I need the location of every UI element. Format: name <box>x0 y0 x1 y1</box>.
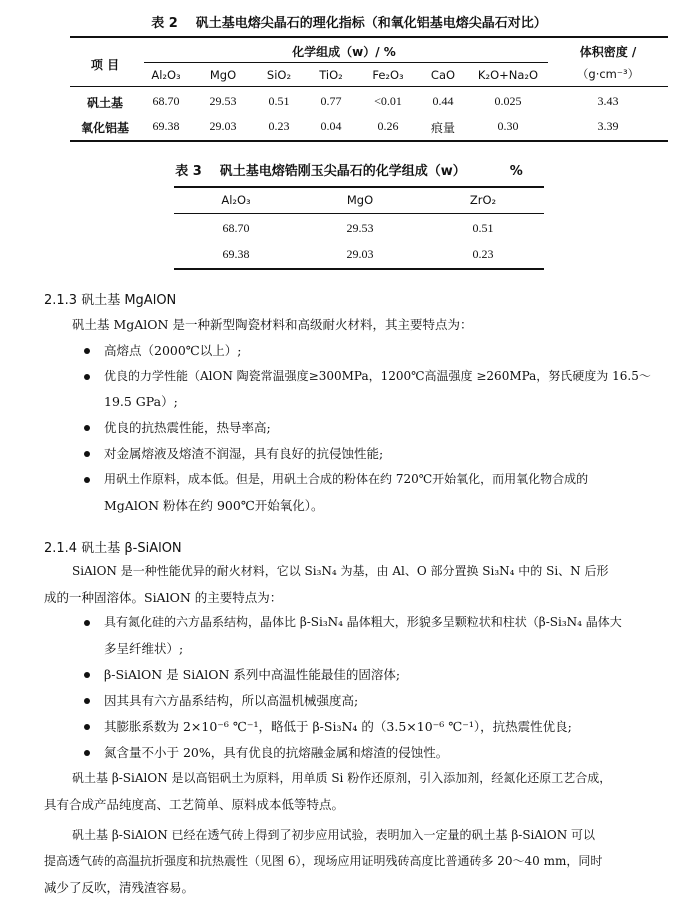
table3-top-rule <box>174 186 544 188</box>
table2-row-label: 矾土基 <box>86 96 123 110</box>
paragraph-line: 成的一种固溶体。SiAlON 的主要特点为： <box>44 590 283 605</box>
list-item: 优良的力学性能（AlON 陶瓷常温强度≥300MPa，1200℃高温强度 ≥260MPa，努氏硬度为 16.5～ <box>104 369 651 383</box>
table2-cell: 0.26 <box>377 119 399 133</box>
table2-cell: 0.04 <box>320 119 342 133</box>
list-item: β-SiAlON 是 SiAlON 系列中高温性能最佳的固溶体; <box>104 667 401 682</box>
table2-col-cao: CaO <box>430 68 456 82</box>
table2-col-al2o3: Al₂O₃ <box>151 68 181 82</box>
table2-header-rule <box>70 86 668 87</box>
table2-cell: 69.38 <box>152 119 180 133</box>
bullet-icon <box>84 477 90 483</box>
table3-cell: 29.53 <box>346 221 374 235</box>
table2-cell: <0.01 <box>374 94 402 108</box>
table3-number: 表 3 <box>175 164 202 179</box>
bullet-icon <box>84 425 90 431</box>
paragraph-line: SiAlON 是一种性能优异的耐火材料，它以 Si₃N₄ 为基，由 Al、O 部分置换 Si₃N₄ 中的 Si、N 后形 <box>72 564 609 578</box>
table3-cell: 0.51 <box>472 221 494 235</box>
table2-cell: 29.03 <box>209 119 237 133</box>
paragraph-line: 减少了反吹，清残渣容易。 <box>44 880 195 895</box>
table2-header-group: 化学组成（w）/ % <box>292 45 396 59</box>
table2-title: 矾土基电熔尖晶石的理化指标（和氧化铝基电熔尖晶石对比） <box>195 16 547 31</box>
list-item: 优良的抗热震性能，热导率高; <box>104 420 271 435</box>
list-item: 其膨胀系数为 2×10⁻⁶ ℃⁻¹，略低于 β-Si₃N₄ 的（3.5×10⁻⁶ ℃⁻¹），抗热震性优良; <box>104 719 572 734</box>
table3-cell: 69.38 <box>222 247 250 261</box>
bullet-icon <box>84 348 90 354</box>
table2-cell: 0.51 <box>268 94 290 108</box>
table2-top-rule <box>70 36 668 38</box>
table2-cell: 0.23 <box>268 119 290 133</box>
table2-col-tio2: TiO₂ <box>319 68 343 82</box>
bullet-icon <box>84 374 90 380</box>
table2-cell: 3.39 <box>597 119 619 133</box>
table2-caption <box>0 12 698 31</box>
table3-cell: 0.23 <box>472 247 494 261</box>
table2-cell: 3.43 <box>597 94 619 108</box>
list-item: 对金属熔液及熔渣不润湿，具有良好的抗侵蚀性能; <box>104 446 384 461</box>
table2-cell: 0.77 <box>320 94 342 108</box>
bullet-icon <box>84 724 90 730</box>
paragraph-line: 提高透气砖的高温抗折强度和抗热震性（见图 6），现场应用证明残砖高度比普通砖多 20～40 mm，同时 <box>44 854 603 868</box>
list-item-continued: MgAlON 粉体在约 900℃开始氧化）。 <box>104 498 324 513</box>
bullet-icon <box>84 620 90 626</box>
table2-number: 表 2 <box>151 16 178 31</box>
table3-caption <box>0 160 698 179</box>
list-item: 氮含量不小于 20%，具有优良的抗熔融金属和熔渣的侵蚀性。 <box>104 745 449 760</box>
list-item-continued: 19.5 GPa）; <box>104 394 178 409</box>
table2-header-item: 项 目 <box>90 58 120 72</box>
table3-unit: % <box>509 164 523 179</box>
table2-col-sio2: SiO₂ <box>266 68 292 82</box>
table2-header-density-1: 体积密度 / <box>579 45 637 59</box>
paragraph-line: 具有合成产品纯度高、工艺简单、原料成本低等特点。 <box>44 797 345 812</box>
paragraph-line: 矾土基 β-SiAlON 是以高铝矾土为原料，用单质 Si 粉作还原剂，引入添加剂，经氮化还原工艺合成， <box>72 771 612 785</box>
section-heading-213: 2.1.3 矾土基 MgAlON <box>44 293 177 308</box>
bullet-icon <box>84 698 90 704</box>
list-item-continued: 多呈纤维状）; <box>104 641 184 656</box>
bullet-icon <box>84 451 90 457</box>
table2-col-k2o-na2o: K₂O+Na₂O <box>477 68 539 82</box>
bullet-icon <box>84 750 90 756</box>
table3-bottom-rule <box>174 268 544 270</box>
table2-cell: 0.025 <box>494 94 522 108</box>
paragraph-line: 矾土基 MgAlON 是一种新型陶瓷材料和高级耐火材料，其主要特点为： <box>72 317 473 332</box>
table2-cell: 68.70 <box>152 94 180 108</box>
table2-col-fe2o3: Fe₂O₃ <box>372 68 404 82</box>
list-item: 因其具有六方晶系结构，所以高温机械强度高; <box>104 693 359 708</box>
table2-cell: 0.44 <box>432 94 454 108</box>
table3-cell: 29.03 <box>346 247 374 261</box>
table2-header-density-2: （g·cm⁻³） <box>576 67 640 81</box>
table2-bottom-rule <box>70 140 668 142</box>
table3-title: 矾土基电熔锆刚玉尖晶石的化学组成（w） <box>219 164 466 179</box>
table2-group-rule <box>144 62 548 63</box>
table3-col-al2o3: Al₂O₃ <box>221 193 251 207</box>
paragraph-line: 矾土基 β-SiAlON 已经在透气砖上得到了初步应用试验，表明加入一定量的矾土基 β-SiAlON 可以 <box>72 828 596 842</box>
list-item: 高熔点（2000℃以上）; <box>104 343 242 358</box>
table3-col-zro2: ZrO₂ <box>469 193 497 207</box>
table3-cell: 68.70 <box>222 221 250 235</box>
table2-cell: 痕量 <box>430 121 455 135</box>
table2-col-mgo: MgO <box>209 68 237 82</box>
bullet-icon <box>84 672 90 678</box>
table3-header-rule <box>174 213 544 214</box>
table2-row-label: 氧化铝基 <box>80 121 129 135</box>
section-heading-214: 2.1.4 矾土基 β-SiAlON <box>44 541 182 556</box>
table2-cell: 29.53 <box>209 94 237 108</box>
table2-cell: 0.30 <box>497 119 519 133</box>
list-item: 用矾土作原料，成本低。但是，用矾土合成的粉体在约 720℃开始氧化，而用氧化物合成的 <box>104 472 589 486</box>
list-item: 具有氮化硅的六方晶系结构，晶体比 β-Si₃N₄ 晶体粗大，形貌多呈颗粒状和柱状（β-Si₃N₄ 晶体大 <box>104 615 622 629</box>
table3-col-mgo: MgO <box>346 193 374 207</box>
